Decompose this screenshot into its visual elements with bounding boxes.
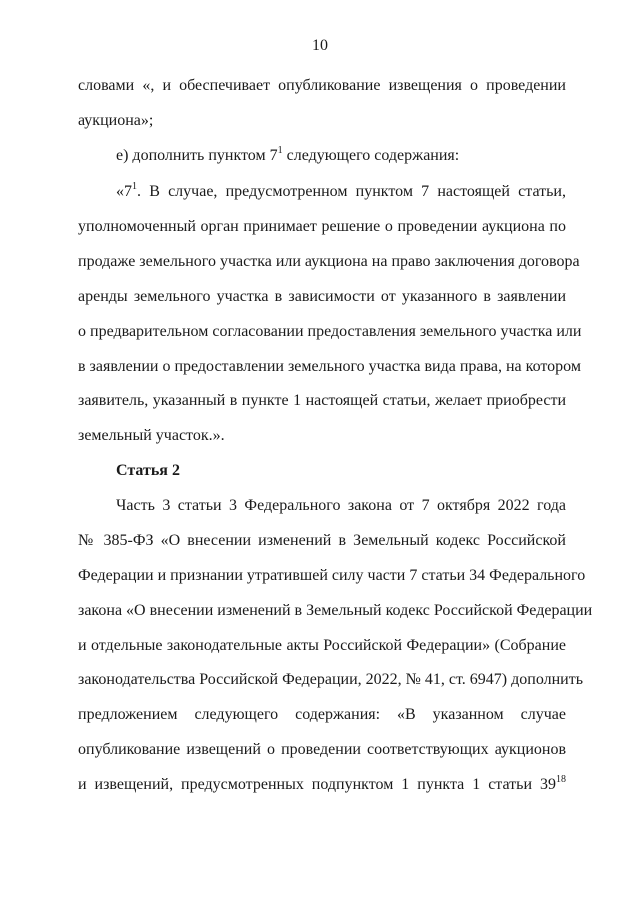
text-line: в заявлении о предоставлении земельного участка вида права, на котором — [78, 358, 581, 375]
text-fragment: следующего содержания: — [282, 147, 460, 164]
text-line: Часть 3 статьи 3 Федерального закона от 7 октября 2022 года — [116, 497, 566, 514]
text-line: аренды земельного участка в зависимости от указанного в заявлении — [78, 288, 566, 305]
text-line: о предварительном согласовании предоставления земельного участка или — [78, 323, 582, 340]
text-line: опубликование извещений о проведении соответствующих аукционов — [78, 741, 566, 758]
text-line-last — [78, 775, 566, 795]
text-line: продаже земельного участка или аукциона на право заключения договора — [78, 253, 580, 270]
text-line: закона «О внесении изменений в Земельный кодекс Российской Федерации — [78, 602, 593, 619]
page-number: 10 — [312, 37, 328, 54]
text-line-point-7-1 — [116, 182, 566, 202]
text-line: уполномоченный орган принимает решение о проведении аукциона по — [78, 218, 566, 235]
superscript: 18 — [556, 773, 566, 785]
text-fragment: «7 — [116, 183, 132, 200]
text-line: словами «, и обеспечивает опубликование извещения о проведении — [78, 77, 566, 94]
text-line: заявитель, указанный в пункте 1 настоящей статьи, желает приобрести — [78, 392, 566, 409]
text-line: земельный участок.». — [78, 427, 225, 444]
text-line: аукциона»; — [78, 112, 154, 129]
superscript: 1 — [132, 180, 137, 192]
text-fragment: и извещений, предусмотренных подпунктом 1 пункта 1 статьи 39 — [78, 776, 556, 793]
text-fragment: . В случае, предусмотренном пунктом 7 настоящей статьи, — [137, 183, 566, 200]
text-line: № 385-ФЗ «О внесении изменений в Земельный кодекс Российской — [78, 532, 566, 549]
text-fragment: е) дополнить пунктом 7 — [116, 147, 278, 164]
text-line: Федерации и признании утратившей силу части 7 статьи 34 Федерального — [78, 567, 586, 584]
text-line: предложением следующего содержания: «В указанном случае — [78, 706, 566, 723]
article-heading: Статья 2 — [116, 462, 180, 479]
text-line-amendment-e — [116, 146, 566, 166]
superscript: 1 — [277, 144, 283, 156]
text-line: и отдельные законодательные акты Российской Федерации» (Собрание — [78, 637, 566, 654]
text-line: законодательства Российской Федерации, 2022, № 41, ст. 6947) дополнить — [78, 671, 584, 688]
